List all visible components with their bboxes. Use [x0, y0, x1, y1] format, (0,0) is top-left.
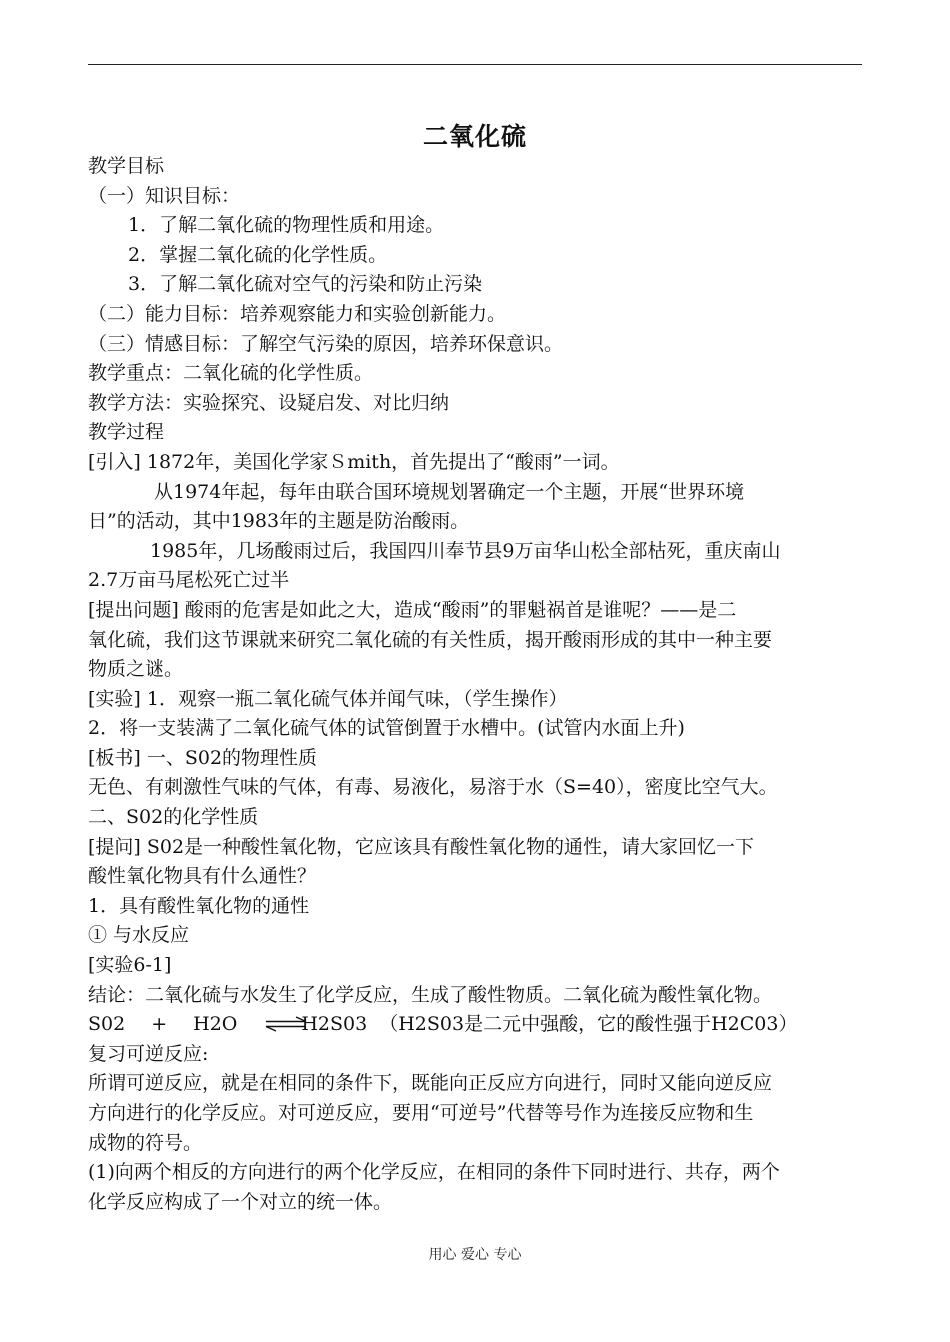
- physical-properties: 无色、有刺激性气味的气体，有毒、易液化，易溶于水（S=40），密度比空气大。: [88, 776, 778, 799]
- teaching-methods: 教学方法：实验探究、设疑启发、对比归纳: [88, 391, 450, 414]
- paragraph-line: 成物的符号。: [88, 1131, 203, 1154]
- paragraph-line: 酸性氧化物具有什么通性？: [88, 865, 317, 888]
- experiment-step-1: [实验] 1．观察一瓶二氧化硫气体并闻气味，（学生操作）: [88, 687, 568, 710]
- subheading-water-reaction: ① 与水反应: [88, 924, 190, 947]
- teaching-focus: 教学重点：二氧化硫的化学性质。: [88, 362, 374, 385]
- objective-item-1: 1．了解二氧化硫的物理性质和用途。: [128, 214, 445, 237]
- question-paragraph: [提出问题] 酸雨的危害是如此之大，造成“酸雨”的罪魁祸首是谁呢？——是二: [88, 598, 737, 621]
- paragraph-line: 2.7万亩马尾松死亡过半: [88, 569, 290, 592]
- paragraph-line: 日”的活动，其中1983年的主题是防治酸雨。: [88, 510, 470, 533]
- ability-objectives: （二）能力目标：培养观察能力和实验创新能力。: [88, 302, 507, 325]
- page-title: 二氧化硫: [422, 122, 527, 151]
- paragraph-line: 化学反应构成了一个对立的统一体。: [88, 1190, 393, 1213]
- header-rule: [88, 64, 862, 65]
- subheading-acidic-oxide: 1．具有酸性氧化物的通性: [88, 894, 310, 917]
- chemical-equation: [88, 1010, 864, 1040]
- board-heading-physical: [板书] 一、S02的物理性质: [88, 746, 318, 769]
- question-paragraph: [提问] S02是一种酸性氧化物，它应该具有酸性氧化物的通性，请大家回忆一下: [88, 835, 755, 858]
- paragraph-line: 氧化硫，我们这节课就来研究二氧化硫的有关性质，揭开酸雨形成的其中一种主要: [88, 628, 773, 651]
- equation-plus: +: [151, 1013, 168, 1036]
- board-heading-chemical: 二、S02的化学性质: [88, 806, 259, 829]
- point-1-paragraph: (1)向两个相反的方向进行的两个化学反应，在相同的条件下同时进行、共存，两个: [88, 1161, 780, 1184]
- intro-paragraph: [引入] 1872年，美国化学家Ｓmith，首先提出了“酸雨”一词。: [88, 450, 620, 473]
- experiment-step-2: 2．将一支装满了二氧化硫气体的试管倒置于水槽中。(试管内水面上升): [88, 717, 685, 740]
- knowledge-objectives-heading: （一）知识目标：: [88, 184, 241, 207]
- paragraph-line: 方向进行的化学反应。对可逆反应，要用“可逆号”代替等号作为连接反应物和生: [88, 1102, 754, 1124]
- definition-paragraph: 所谓可逆反应，就是在相同的条件下，既能向正反应方向进行，同时又能向逆反应: [88, 1072, 773, 1095]
- paragraph-line: 1985年，几场酸雨过后，我国四川奉节县9万亩华山松全部枯死，重庆南山: [150, 539, 781, 562]
- emotion-objectives: （三）情感目标：了解空气污染的原因，培养环保意识。: [88, 332, 564, 355]
- experiment-label: [实验6-1]: [88, 954, 172, 977]
- section-heading-process: 教学过程: [88, 421, 165, 444]
- paragraph-line: 物质之谜。: [88, 658, 184, 681]
- page-footer: 用心 爱心 专心: [428, 1247, 522, 1263]
- objective-item-3: 3．了解二氧化硫对空气的污染和防止污染: [128, 273, 483, 296]
- equation-product: H2S03: [301, 1013, 368, 1036]
- equation-reactant-so2: S02: [88, 1013, 126, 1036]
- paragraph-line: 从1974年起，每年由联合国环境规划署确定一个主题，开展“世界环境: [154, 480, 745, 503]
- review-heading: 复习可逆反应:: [88, 1042, 209, 1065]
- conclusion: 结论：二氧化硫与水发生了化学反应，生成了酸性物质。二氧化硫为酸性氧化物。: [88, 983, 773, 1006]
- section-heading-objectives: 教学目标: [88, 155, 165, 177]
- equation-reactant-h2o: H2O: [193, 1013, 238, 1036]
- equation-note: （H2S03是二元中强酸，它的酸性强于H2C03）: [379, 1013, 798, 1036]
- document-body: [88, 152, 864, 1217]
- objective-item-2: 2．掌握二氧化硫的化学性质。: [128, 243, 388, 266]
